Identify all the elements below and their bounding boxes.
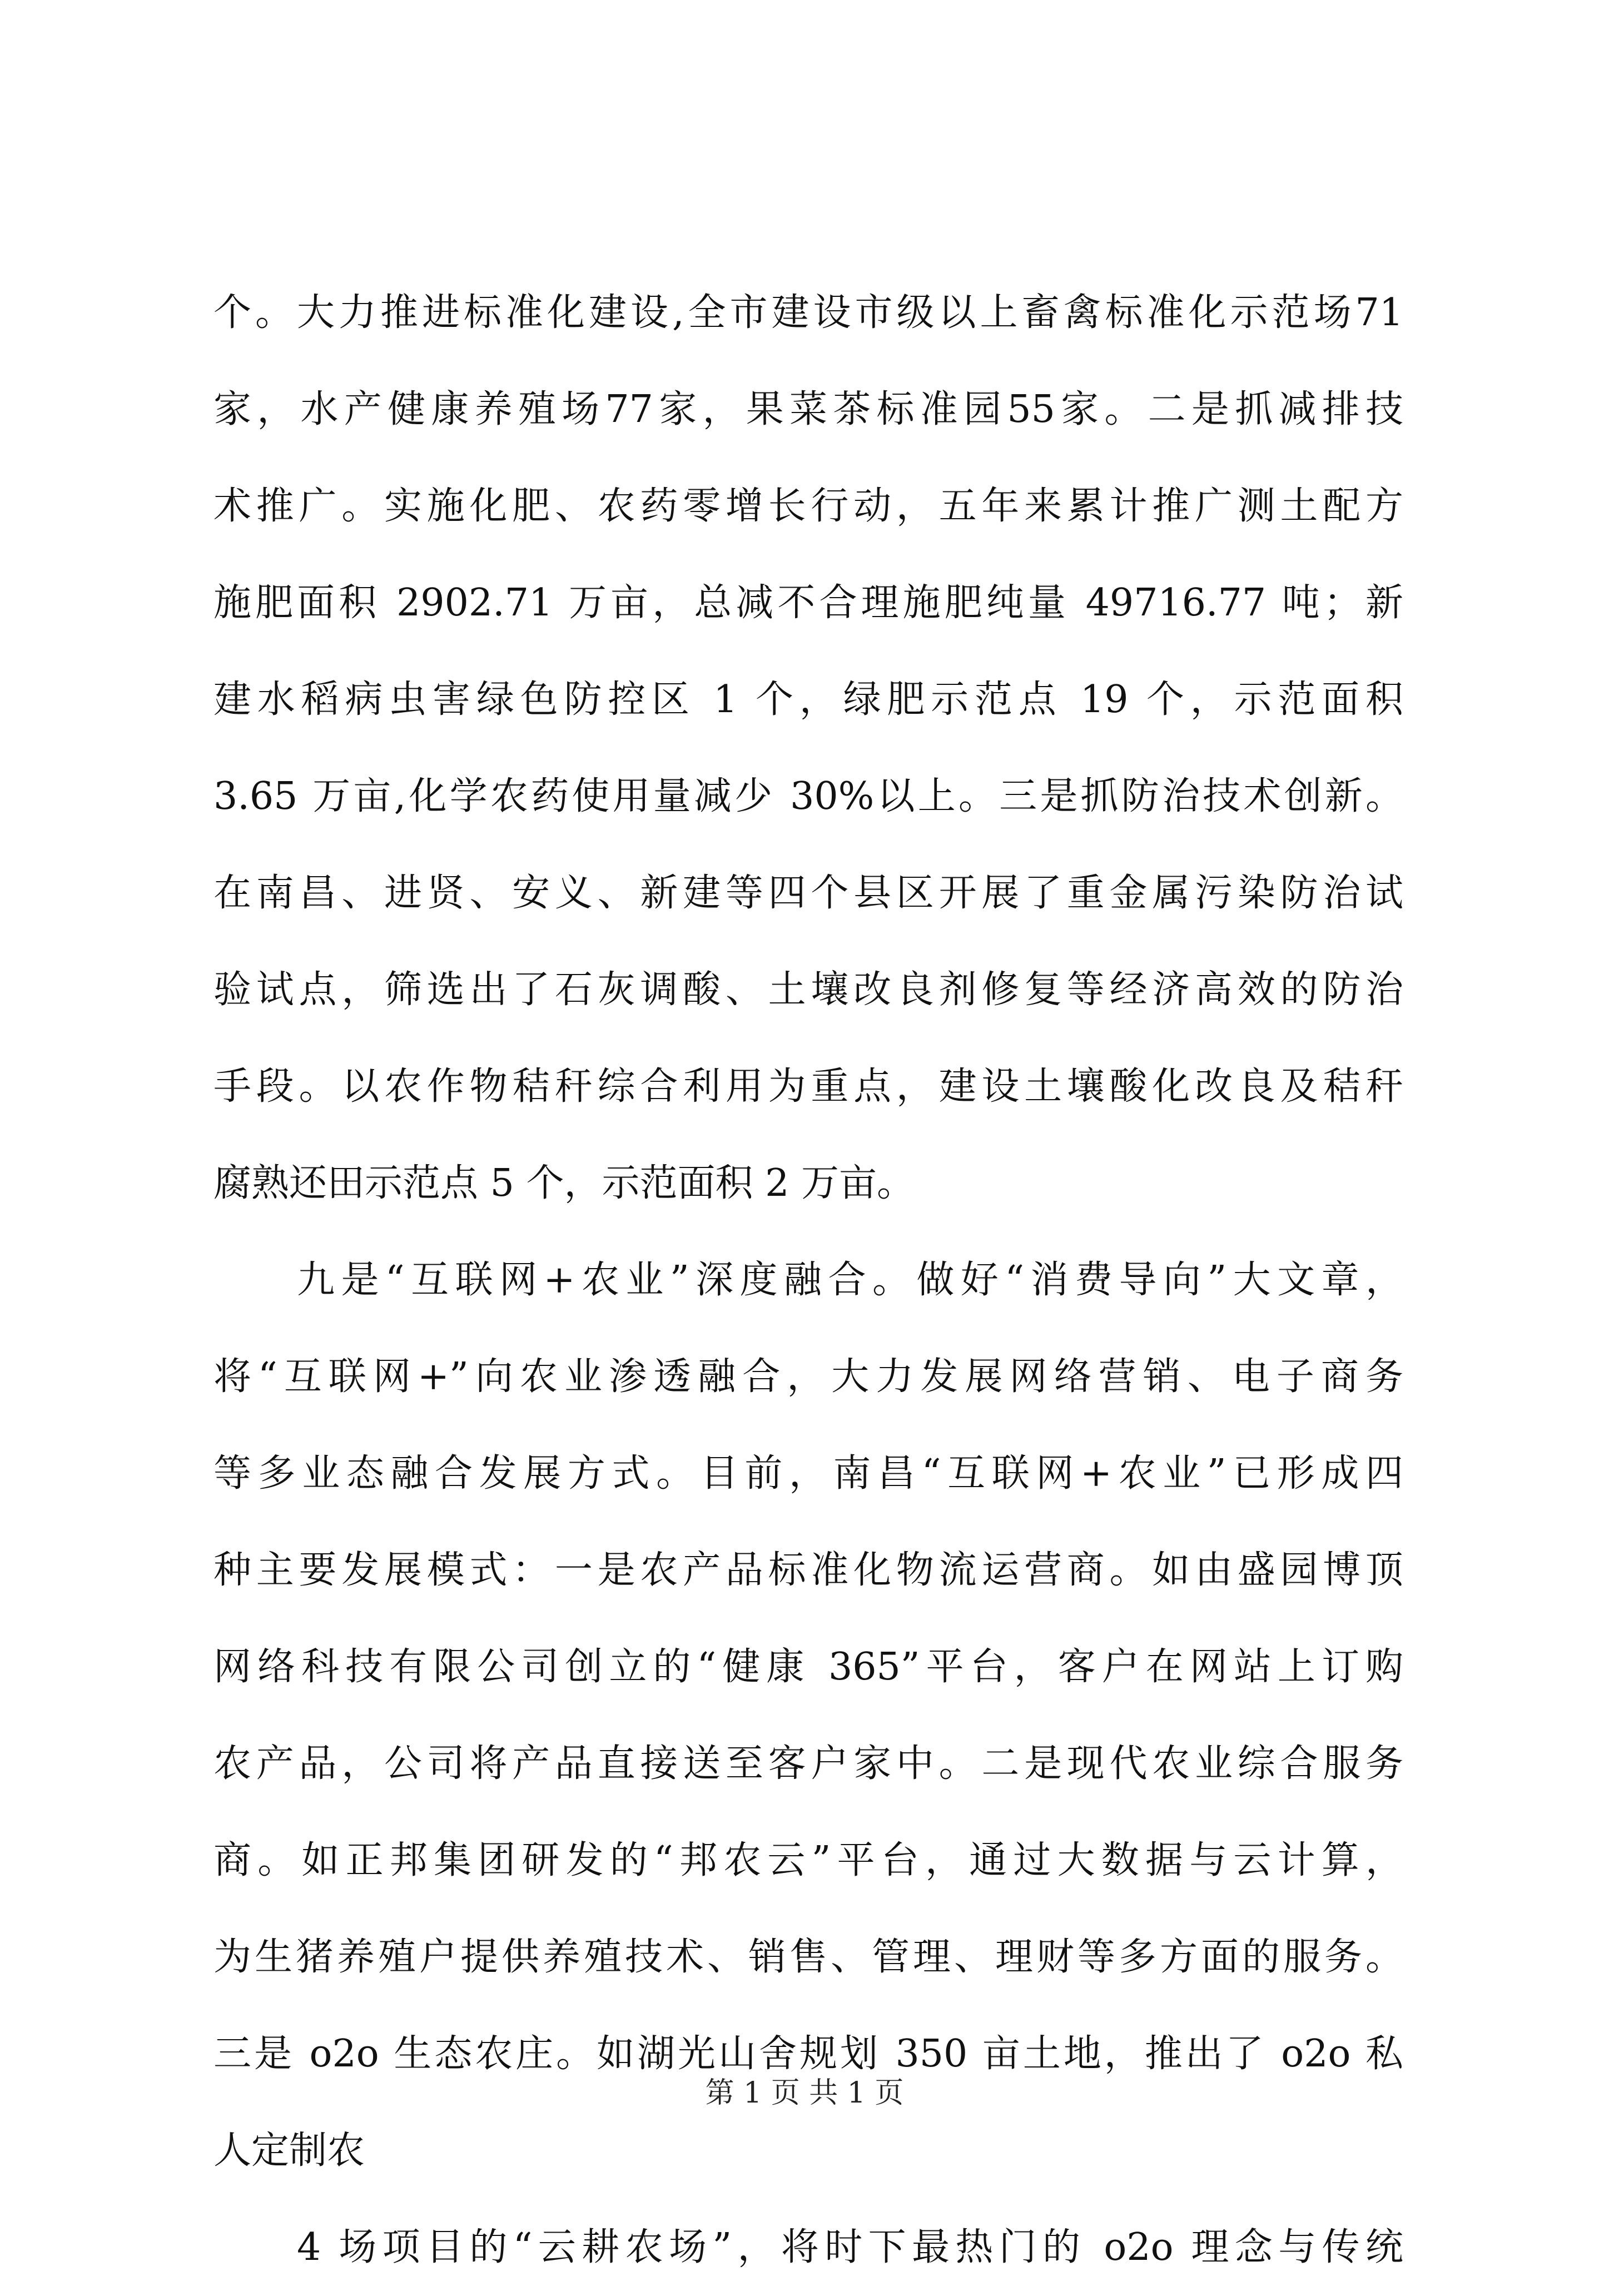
text-line: 三是 o2o 生态农庄。如湖光山舍规划 350 亩土地，推出了 o2o 私	[213, 2032, 1403, 2076]
document-body	[213, 265, 1403, 2296]
text-line: 家，水产健康养殖场77家，果菜茶标准园55家。二是抓减排技	[213, 387, 1403, 431]
text-line: 为生猪养殖户提供养殖技术、销售、管理、理财等多方面的服务。	[213, 1935, 1403, 1979]
text-line: 施肥面积 2902.71 万亩，总减不合理施肥纯量 49716.77 吨；新	[213, 581, 1403, 625]
text-line: 个。大力推进标准化建设,全市建设市级以上畜禽标准化示范场71	[213, 291, 1403, 335]
text-line: 建水稻病虫害绿色防控区 1 个，绿肥示范点 19 个，示范面积	[213, 678, 1403, 722]
text-line: 农产品，公司将产品直接送至客户家中。二是现代农业综合服务	[213, 1742, 1403, 1786]
text-line: 将“互联网+”向农业渗透融合，大力发展网络营销、电子商务	[213, 1355, 1403, 1399]
text-line: 在南昌、进贤、安义、新建等四个县区开展了重金属污染防治试	[213, 871, 1403, 915]
text-line: 种主要发展模式：一是农产品标准化物流运营商。如由盛园博顶	[213, 1548, 1403, 1592]
paragraph-start-line: 4 场项目的“云耕农场”，将时下最热门的 o2o 理念与传统	[297, 2225, 1403, 2269]
text-line: 3.65 万亩,化学农药使用量减少 30%以上。三是抓防治技术创新。	[213, 774, 1403, 818]
text-line: 商。如正邦集团研发的“邦农云”平台，通过大数据与云计算，	[213, 1838, 1403, 1882]
text-line: 腐熟还田示范点 5 个，示范面积 2 万亩。	[213, 1161, 915, 1205]
text-line: 人定制农	[213, 2129, 365, 2173]
paragraph-start-line: 九是“互联网+农业”深度融合。做好“消费导向”大文章，	[297, 1258, 1403, 1302]
page-number-footer: 第 1 页 共 1 页	[705, 2076, 904, 2110]
text-line: 验试点，筛选出了石灰调酸、土壤改良剂修复等经济高效的防治	[213, 968, 1403, 1012]
text-line: 等多业态融合发展方式。目前，南昌“互联网+农业”已形成四	[213, 1452, 1403, 1495]
text-line: 手段。以农作物秸秆综合利用为重点，建设土壤酸化改良及秸秆	[213, 1065, 1403, 1109]
text-line: 术推广。实施化肥、农药零增长行动，五年来累计推广测土配方	[213, 484, 1403, 528]
text-line: 网络科技有限公司创立的“健康 365”平台，客户在网站上订购	[213, 1645, 1403, 1689]
